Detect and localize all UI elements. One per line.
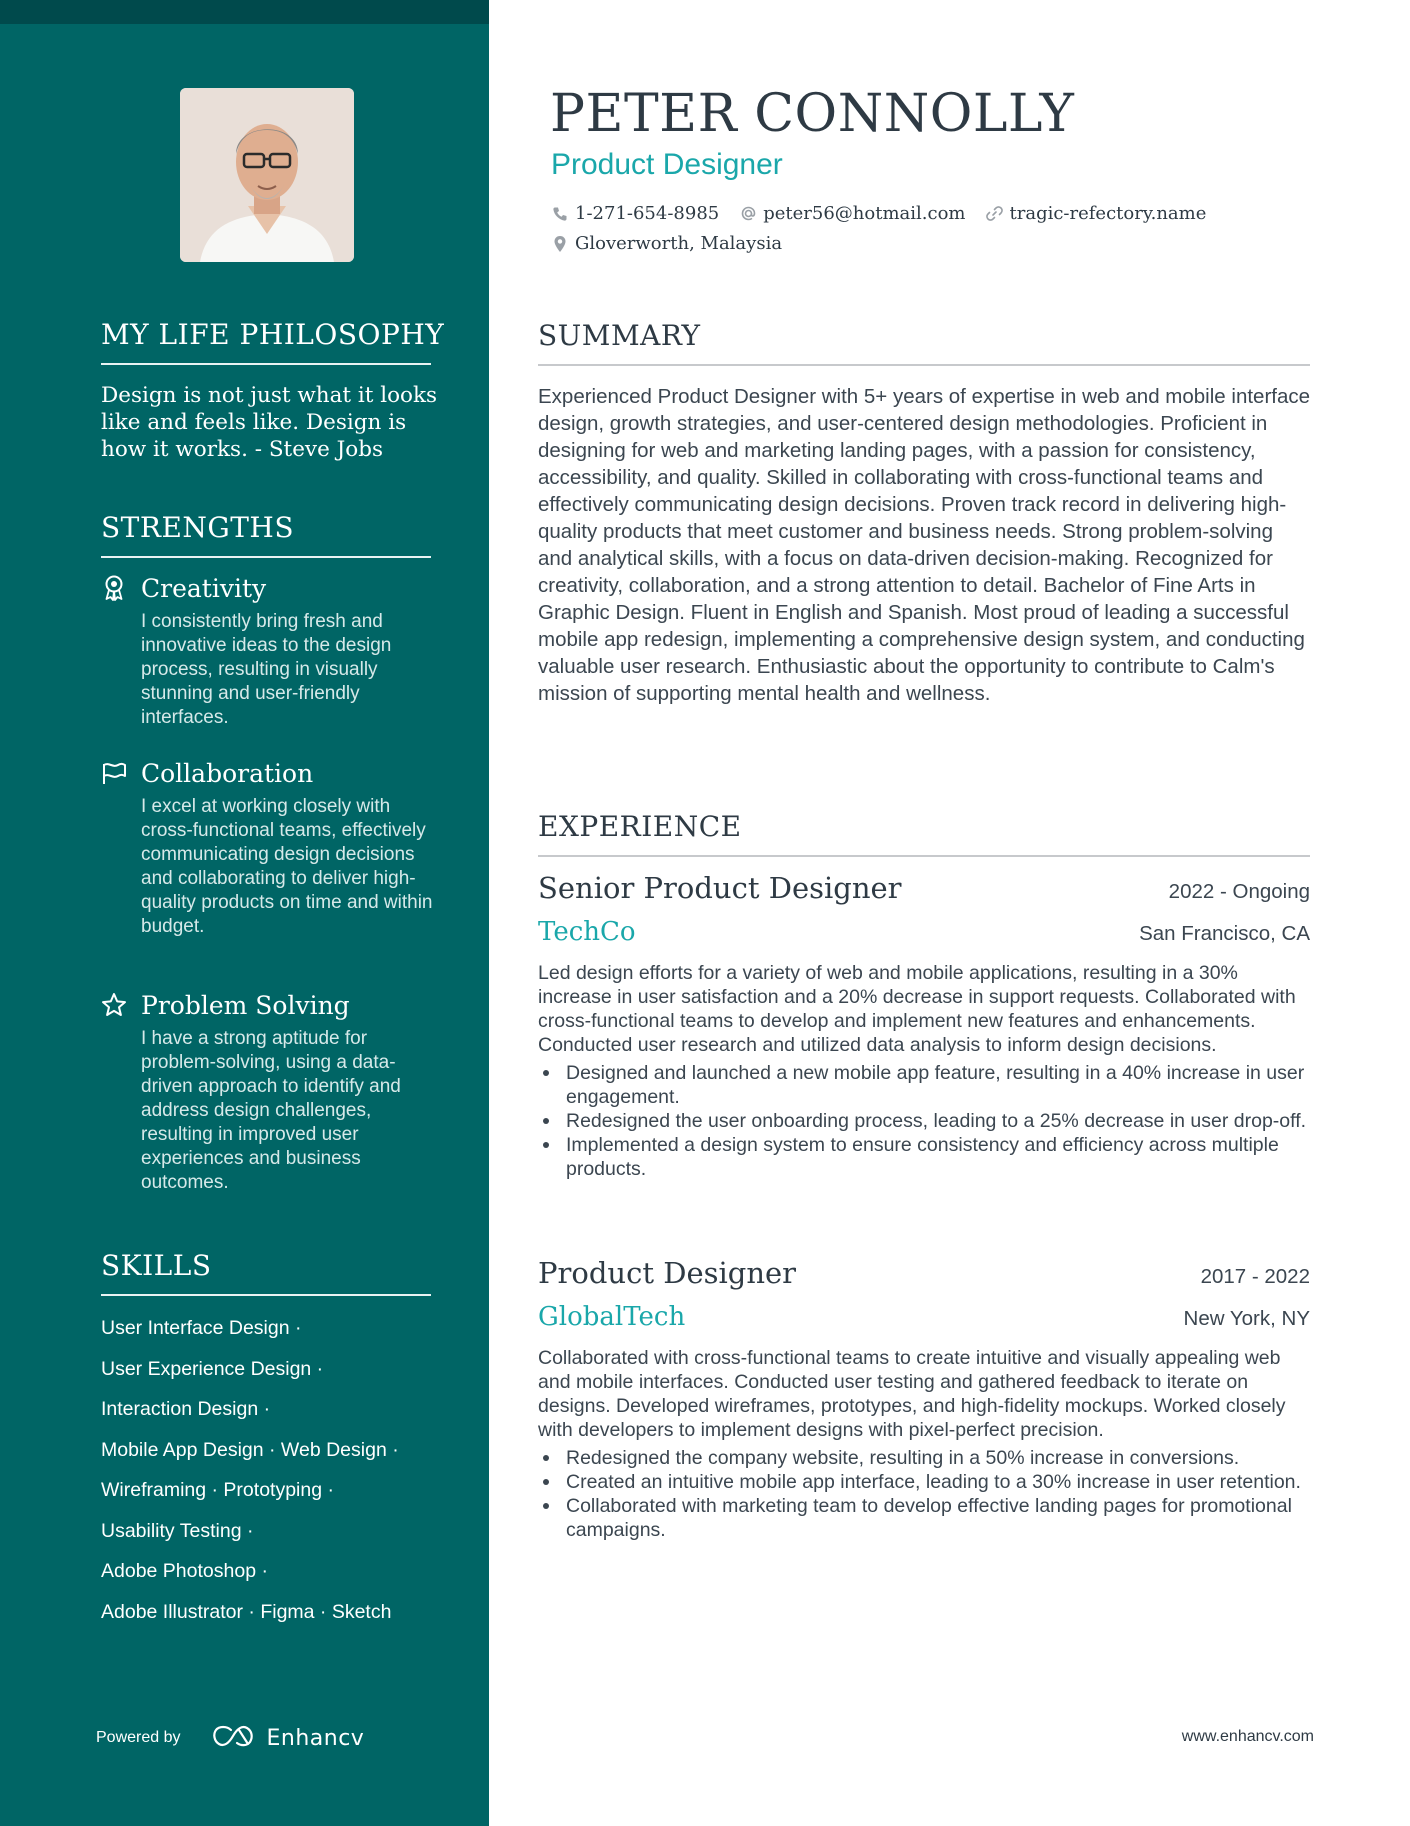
- strength-item: [101, 989, 441, 1195]
- strength-description: I excel at working closely with cross-functional teams, effectively communicating design decisions and collaborating to deliver high-quality products on time and within budget.: [141, 796, 433, 937]
- list-item: Designed and launched a new mobile app feature, resulting in a 40% increase in user engagement.: [538, 1061, 1310, 1109]
- job-description: Collaborated with cross-functional teams to create intuitive and visually appealing web and mobile interfaces. Conducted user testing and gathered feedback to iterate on designs. Developed wireframes, prototypes, and high-fidelity mockups. Worked closely with developers to implement designs with pixel-perfect precision.: [538, 1347, 1286, 1441]
- job-location: San Francisco, CA: [1139, 922, 1310, 945]
- sidebar: [0, 0, 489, 1826]
- job-dates: 2022 - Ongoing: [1168, 880, 1310, 903]
- website-text: tragic-refectory.name: [1009, 203, 1207, 224]
- skill-line: Mobile App Design · Web Design ·: [101, 1438, 399, 1461]
- job-title: Product Designer: [538, 1256, 797, 1290]
- powered-by-label: Powered by: [96, 1729, 181, 1746]
- location-pin-icon: [551, 235, 569, 253]
- contact-phone: [551, 203, 719, 224]
- job-achievements: [538, 1061, 1310, 1181]
- phone-text: 1-271-654-8985: [575, 203, 720, 224]
- contact-row: [551, 203, 1226, 224]
- skill-line: User Interface Design ·: [101, 1317, 302, 1339]
- skill-line: Usability Testing ·: [101, 1519, 254, 1542]
- skill-line: Adobe Photoshop ·: [101, 1560, 268, 1582]
- skill-line: User Experience Design ·: [101, 1357, 324, 1380]
- link-icon: [986, 205, 1004, 223]
- strength-item: [101, 757, 441, 939]
- job-title: Senior Product Designer: [538, 871, 902, 905]
- job-description: Led design efforts for a variety of web and mobile applications, resulting in a 30% increase in user satisfaction and a 20% decrease in support requests. Collaborated with cross-functional teams to develop and implement new features and enhancements. Conducted user research and utilized data analysis to inform design decisions.: [538, 962, 1296, 1056]
- skill-line: Wireframing · Prototyping ·: [101, 1479, 334, 1501]
- contact-email[interactable]: [739, 203, 965, 224]
- list-item: Collaborated with marketing team to develop effective landing pages for promotional campaigns.: [538, 1494, 1310, 1542]
- phone-icon: [551, 205, 569, 223]
- award-ribbon-icon: [101, 575, 127, 601]
- skill-line: Adobe Illustrator · Figma · Sketch: [101, 1600, 392, 1623]
- at-sign-icon: [739, 205, 757, 223]
- job-dates: 2017 - 2022: [1200, 1265, 1310, 1288]
- strength-title: Collaboration: [141, 758, 314, 788]
- strength-item: [101, 572, 441, 730]
- profile-photo: [180, 88, 354, 262]
- skills-list: [101, 1308, 441, 1632]
- powered-by: [96, 1724, 364, 1752]
- flag-icon: [101, 760, 127, 786]
- email-text: peter56@hotmail.com: [763, 203, 966, 224]
- contact-location: [551, 233, 782, 254]
- list-item: Created an intuitive mobile app interface, leading to a 30% increase in user retention.: [538, 1470, 1310, 1494]
- experience-heading: EXPERIENCE: [538, 810, 1310, 857]
- job-company: TechCo: [538, 917, 636, 947]
- candidate-name: PETER CONNOLLY: [550, 84, 1075, 144]
- summary-heading: SUMMARY: [538, 319, 1310, 366]
- job-entry: [538, 1256, 1310, 1542]
- job-achievements: [538, 1446, 1310, 1542]
- strengths-heading: STRENGTHS: [101, 511, 431, 558]
- list-item: Redesigned the company website, resulting in a 50% increase in conversions.: [538, 1446, 1310, 1470]
- list-item: Implemented a design system to ensure consistency and efficiency across multiple products.: [538, 1133, 1310, 1181]
- strength-title: Creativity: [141, 573, 267, 603]
- summary-text: Experienced Product Designer with 5+ years of expertise in web and mobile interface design, growth strategies, and user-centered design methodologies. Proficient in designing for web and marketing landing pages, with a passion for consistency, accessibility, and quality. Skilled in collaborating with cross-functional teams and effectively communicating design decisions. Proven track record in delivering high-quality products that meet customer and business needs. Strong problem-solving and analytical skills, with a focus on data-driven decision-making. Recognized for creativity, collaboration, and a strong attention to detail. Bachelor of Fine Arts in Graphic Design. Fluent in English and Spanish. Most proud of leading a successful mobile app redesign, implementing a comprehensive design system, and conducting valuable user research. Enthusiastic about the opportunity to contribute to Calm's mission of supporting mental health and wellness.: [538, 385, 1311, 705]
- contact-row: [551, 233, 802, 254]
- candidate-role: Product Designer: [551, 148, 783, 181]
- job-entry: [538, 871, 1310, 1181]
- philosophy-heading: MY LIFE PHILOSOPHY: [101, 318, 431, 365]
- philosophy-quote: Design is not just what it looks like and feels like. Design is how it works. - Steve Jobs: [101, 383, 438, 462]
- list-item: Redesigned the user onboarding process, leading to a 25% decrease in user drop-off.: [538, 1109, 1310, 1133]
- contact-website[interactable]: [986, 203, 1207, 224]
- enhancv-logo-icon: [209, 1724, 257, 1752]
- sidebar-top-band: [0, 0, 489, 24]
- enhancv-brand-name: Enhancv: [266, 1725, 365, 1751]
- skills-heading: SKILLS: [101, 1249, 431, 1296]
- strength-title: Problem Solving: [141, 990, 350, 1020]
- skill-line: Interaction Design ·: [101, 1398, 271, 1420]
- star-icon: [101, 992, 127, 1018]
- job-company: GlobalTech: [538, 1302, 686, 1332]
- strength-description: I consistently bring fresh and innovative ideas to the design process, resulting in visually stunning and user-friendly interfaces.: [141, 611, 392, 728]
- site-url[interactable]: www.enhancv.com: [1181, 1728, 1314, 1745]
- strength-description: I have a strong aptitude for problem-solving, using a data-driven approach to identify and address design challenges, resulting in improved user experiences and business outcomes.: [141, 1028, 401, 1193]
- location-text: Gloverworth, Malaysia: [575, 233, 783, 254]
- job-location: New York, NY: [1183, 1307, 1310, 1330]
